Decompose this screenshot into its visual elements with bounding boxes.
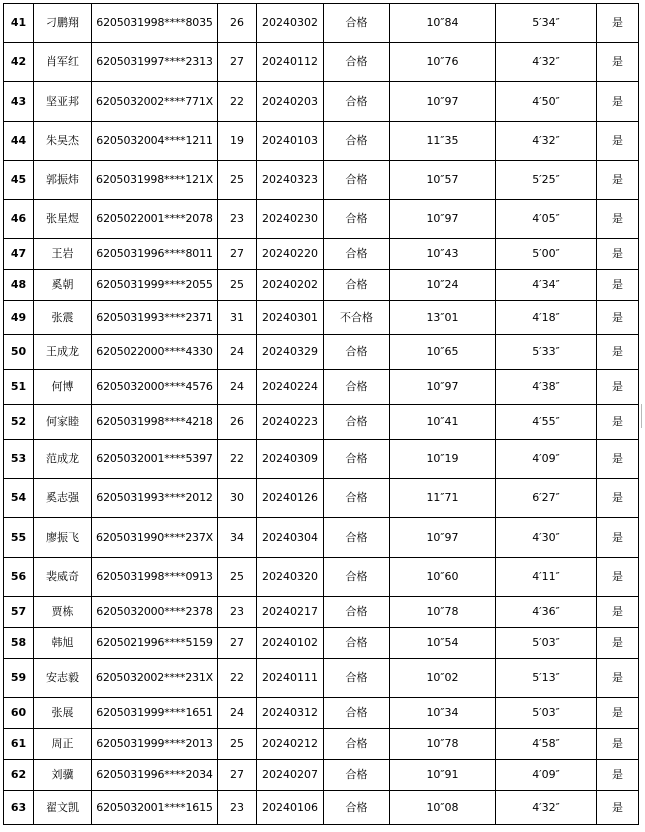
sprint-time-cell: 10″41 <box>390 405 496 440</box>
result-cell: 合格 <box>324 270 390 301</box>
table-row <box>4 405 639 440</box>
qualified-flag-cell: 是 <box>597 335 639 370</box>
row-number-cell: 49 <box>4 301 34 335</box>
person-name-cell: 贾栋 <box>34 597 92 628</box>
id-number-cell: 6205032000****4576 <box>92 370 218 405</box>
age-cell: 23 <box>218 597 257 628</box>
person-name-cell: 奚志强 <box>34 479 92 518</box>
id-number-cell: 6205031999****1651 <box>92 698 218 729</box>
table-row <box>4 200 639 239</box>
distance-time-cell: 4′34″ <box>496 270 597 301</box>
distance-time-cell: 5′03″ <box>496 698 597 729</box>
distance-time-cell: 5′13″ <box>496 659 597 698</box>
age-cell: 25 <box>218 558 257 597</box>
distance-time-cell: 4′11″ <box>496 558 597 597</box>
qualified-flag-cell: 是 <box>597 479 639 518</box>
test-date-cell: 20240224 <box>257 370 324 405</box>
row-number-cell: 47 <box>4 239 34 270</box>
row-number-cell: 63 <box>4 791 34 825</box>
age-cell: 22 <box>218 82 257 122</box>
result-cell: 合格 <box>324 729 390 760</box>
table-row <box>4 440 639 479</box>
test-date-cell: 20240312 <box>257 698 324 729</box>
person-name-cell: 韩旭 <box>34 628 92 659</box>
id-number-cell: 6205032002****771X <box>92 82 218 122</box>
scroll-edge-marker <box>641 404 645 428</box>
sprint-time-cell: 10″78 <box>390 597 496 628</box>
table-row <box>4 335 639 370</box>
qualified-flag-cell: 是 <box>597 239 639 270</box>
table-row <box>4 760 639 791</box>
row-number-cell: 55 <box>4 518 34 558</box>
qualified-flag-cell: 是 <box>597 698 639 729</box>
row-number-cell: 45 <box>4 161 34 200</box>
row-number-cell: 54 <box>4 479 34 518</box>
row-number-cell: 62 <box>4 760 34 791</box>
distance-time-cell: 4′09″ <box>496 760 597 791</box>
table-row <box>4 122 639 161</box>
sprint-time-cell: 10″97 <box>390 518 496 558</box>
id-number-cell: 6205022001****2078 <box>92 200 218 239</box>
result-cell: 合格 <box>324 200 390 239</box>
sprint-time-cell: 10″57 <box>390 161 496 200</box>
table-row <box>4 558 639 597</box>
table-row <box>4 4 639 43</box>
age-cell: 31 <box>218 301 257 335</box>
age-cell: 19 <box>218 122 257 161</box>
person-name-cell: 王成龙 <box>34 335 92 370</box>
sprint-time-cell: 10″97 <box>390 82 496 122</box>
row-number-cell: 48 <box>4 270 34 301</box>
result-cell: 合格 <box>324 628 390 659</box>
person-name-cell: 朱昊杰 <box>34 122 92 161</box>
age-cell: 25 <box>218 729 257 760</box>
distance-time-cell: 4′05″ <box>496 200 597 239</box>
person-name-cell: 范成龙 <box>34 440 92 479</box>
distance-time-cell: 4′58″ <box>496 729 597 760</box>
age-cell: 22 <box>218 440 257 479</box>
person-name-cell: 王岩 <box>34 239 92 270</box>
id-number-cell: 6205031996****2034 <box>92 760 218 791</box>
person-name-cell: 刁鹏翔 <box>34 4 92 43</box>
id-number-cell: 6205031998****8035 <box>92 4 218 43</box>
person-name-cell: 翟文凯 <box>34 791 92 825</box>
sprint-time-cell: 10″43 <box>390 239 496 270</box>
result-cell: 合格 <box>324 760 390 791</box>
person-name-cell: 肖军红 <box>34 43 92 82</box>
table-row <box>4 698 639 729</box>
test-date-cell: 20240111 <box>257 659 324 698</box>
qualified-flag-cell: 是 <box>597 628 639 659</box>
result-cell: 合格 <box>324 370 390 405</box>
table-row <box>4 43 639 82</box>
sprint-time-cell: 10″24 <box>390 270 496 301</box>
distance-time-cell: 5′03″ <box>496 628 597 659</box>
test-date-cell: 20240207 <box>257 760 324 791</box>
row-number-cell: 50 <box>4 335 34 370</box>
age-cell: 30 <box>218 479 257 518</box>
row-number-cell: 51 <box>4 370 34 405</box>
result-cell: 合格 <box>324 479 390 518</box>
qualified-flag-cell: 是 <box>597 270 639 301</box>
row-number-cell: 52 <box>4 405 34 440</box>
person-name-cell: 张展 <box>34 698 92 729</box>
row-number-cell: 46 <box>4 200 34 239</box>
row-number-cell: 43 <box>4 82 34 122</box>
distance-time-cell: 4′09″ <box>496 440 597 479</box>
row-number-cell: 60 <box>4 698 34 729</box>
row-number-cell: 57 <box>4 597 34 628</box>
age-cell: 27 <box>218 628 257 659</box>
table-row <box>4 518 639 558</box>
sprint-time-cell: 11″71 <box>390 479 496 518</box>
result-cell: 合格 <box>324 791 390 825</box>
sprint-time-cell: 10″34 <box>390 698 496 729</box>
qualified-flag-cell: 是 <box>597 370 639 405</box>
qualified-flag-cell: 是 <box>597 405 639 440</box>
distance-time-cell: 4′55″ <box>496 405 597 440</box>
age-cell: 23 <box>218 791 257 825</box>
distance-time-cell: 4′36″ <box>496 597 597 628</box>
id-number-cell: 6205021996****5159 <box>92 628 218 659</box>
age-cell: 22 <box>218 659 257 698</box>
result-cell: 合格 <box>324 698 390 729</box>
test-date-cell: 20240102 <box>257 628 324 659</box>
person-name-cell: 奚朝 <box>34 270 92 301</box>
age-cell: 27 <box>218 43 257 82</box>
table-row <box>4 161 639 200</box>
test-date-cell: 20240217 <box>257 597 324 628</box>
qualified-flag-cell: 是 <box>597 659 639 698</box>
row-number-cell: 59 <box>4 659 34 698</box>
qualified-flag-cell: 是 <box>597 518 639 558</box>
age-cell: 27 <box>218 760 257 791</box>
person-name-cell: 廖振飞 <box>34 518 92 558</box>
qualified-flag-cell: 是 <box>597 43 639 82</box>
sprint-time-cell: 10″97 <box>390 200 496 239</box>
qualified-flag-cell: 是 <box>597 558 639 597</box>
result-cell: 合格 <box>324 82 390 122</box>
id-number-cell: 6205032001****1615 <box>92 791 218 825</box>
age-cell: 25 <box>218 161 257 200</box>
id-number-cell: 6205032002****231X <box>92 659 218 698</box>
row-number-cell: 42 <box>4 43 34 82</box>
sprint-time-cell: 13″01 <box>390 301 496 335</box>
sprint-time-cell: 10″02 <box>390 659 496 698</box>
table-row <box>4 301 639 335</box>
result-cell: 合格 <box>324 239 390 270</box>
qualified-flag-cell: 是 <box>597 301 639 335</box>
id-number-cell: 6205031999****2013 <box>92 729 218 760</box>
age-cell: 23 <box>218 200 257 239</box>
test-date-cell: 20240202 <box>257 270 324 301</box>
qualified-flag-cell: 是 <box>597 760 639 791</box>
person-name-cell: 何家睦 <box>34 405 92 440</box>
distance-time-cell: 4′18″ <box>496 301 597 335</box>
table-row <box>4 479 639 518</box>
person-name-cell: 郭振炜 <box>34 161 92 200</box>
row-number-cell: 61 <box>4 729 34 760</box>
sprint-time-cell: 10″08 <box>390 791 496 825</box>
result-cell: 合格 <box>324 558 390 597</box>
table-row <box>4 791 639 825</box>
qualified-flag-cell: 是 <box>597 729 639 760</box>
age-cell: 26 <box>218 4 257 43</box>
distance-time-cell: 4′38″ <box>496 370 597 405</box>
sprint-time-cell: 10″76 <box>390 43 496 82</box>
row-number-cell: 41 <box>4 4 34 43</box>
table-row <box>4 597 639 628</box>
distance-time-cell: 6′27″ <box>496 479 597 518</box>
distance-time-cell: 4′32″ <box>496 43 597 82</box>
roster-table <box>3 3 639 825</box>
person-name-cell: 裴威奇 <box>34 558 92 597</box>
test-date-cell: 20240329 <box>257 335 324 370</box>
distance-time-cell: 4′32″ <box>496 122 597 161</box>
qualified-flag-cell: 是 <box>597 200 639 239</box>
qualified-flag-cell: 是 <box>597 122 639 161</box>
result-cell: 合格 <box>324 659 390 698</box>
distance-time-cell: 5′00″ <box>496 239 597 270</box>
test-date-cell: 20240301 <box>257 301 324 335</box>
person-name-cell: 安志毅 <box>34 659 92 698</box>
sprint-time-cell: 10″19 <box>390 440 496 479</box>
distance-time-cell: 4′32″ <box>496 791 597 825</box>
age-cell: 26 <box>218 405 257 440</box>
test-date-cell: 20240126 <box>257 479 324 518</box>
result-cell: 合格 <box>324 161 390 200</box>
person-name-cell: 周正 <box>34 729 92 760</box>
distance-time-cell: 5′33″ <box>496 335 597 370</box>
person-name-cell: 刘骥 <box>34 760 92 791</box>
sprint-time-cell: 10″65 <box>390 335 496 370</box>
age-cell: 24 <box>218 370 257 405</box>
row-number-cell: 58 <box>4 628 34 659</box>
sprint-time-cell: 11″35 <box>390 122 496 161</box>
id-number-cell: 6205031996****8011 <box>92 239 218 270</box>
table-row <box>4 82 639 122</box>
qualified-flag-cell: 是 <box>597 440 639 479</box>
table-row <box>4 239 639 270</box>
qualified-flag-cell: 是 <box>597 791 639 825</box>
table-row <box>4 729 639 760</box>
age-cell: 25 <box>218 270 257 301</box>
distance-time-cell: 5′25″ <box>496 161 597 200</box>
result-cell: 合格 <box>324 597 390 628</box>
id-number-cell: 6205031999****2055 <box>92 270 218 301</box>
test-date-cell: 20240304 <box>257 518 324 558</box>
sprint-time-cell: 10″84 <box>390 4 496 43</box>
distance-time-cell: 4′30″ <box>496 518 597 558</box>
distance-time-cell: 5′34″ <box>496 4 597 43</box>
roster-body <box>4 4 639 825</box>
id-number-cell: 6205031998****4218 <box>92 405 218 440</box>
person-name-cell: 张星煜 <box>34 200 92 239</box>
sprint-time-cell: 10″97 <box>390 370 496 405</box>
row-number-cell: 56 <box>4 558 34 597</box>
row-number-cell: 53 <box>4 440 34 479</box>
result-cell: 不合格 <box>324 301 390 335</box>
table-row <box>4 270 639 301</box>
age-cell: 34 <box>218 518 257 558</box>
result-cell: 合格 <box>324 335 390 370</box>
test-date-cell: 20240309 <box>257 440 324 479</box>
sprint-time-cell: 10″78 <box>390 729 496 760</box>
id-number-cell: 6205032001****5397 <box>92 440 218 479</box>
result-cell: 合格 <box>324 122 390 161</box>
id-number-cell: 6205031998****0913 <box>92 558 218 597</box>
person-name-cell: 坚亚邦 <box>34 82 92 122</box>
qualified-flag-cell: 是 <box>597 161 639 200</box>
id-number-cell: 6205032004****1211 <box>92 122 218 161</box>
result-cell: 合格 <box>324 440 390 479</box>
test-date-cell: 20240203 <box>257 82 324 122</box>
test-date-cell: 20240112 <box>257 43 324 82</box>
row-number-cell: 44 <box>4 122 34 161</box>
table-row <box>4 370 639 405</box>
id-number-cell: 6205031993****2012 <box>92 479 218 518</box>
test-date-cell: 20240323 <box>257 161 324 200</box>
age-cell: 24 <box>218 335 257 370</box>
age-cell: 27 <box>218 239 257 270</box>
sprint-time-cell: 10″60 <box>390 558 496 597</box>
result-cell: 合格 <box>324 518 390 558</box>
id-number-cell: 6205031998****121X <box>92 161 218 200</box>
test-date-cell: 20240302 <box>257 4 324 43</box>
sprint-time-cell: 10″91 <box>390 760 496 791</box>
test-date-cell: 20240103 <box>257 122 324 161</box>
person-name-cell: 何博 <box>34 370 92 405</box>
qualified-flag-cell: 是 <box>597 597 639 628</box>
age-cell: 24 <box>218 698 257 729</box>
sprint-time-cell: 10″54 <box>390 628 496 659</box>
test-date-cell: 20240230 <box>257 200 324 239</box>
table-row <box>4 628 639 659</box>
person-name-cell: 张震 <box>34 301 92 335</box>
result-cell: 合格 <box>324 405 390 440</box>
qualified-flag-cell: 是 <box>597 82 639 122</box>
id-number-cell: 6205022000****4330 <box>92 335 218 370</box>
table-row <box>4 659 639 698</box>
result-cell: 合格 <box>324 4 390 43</box>
result-cell: 合格 <box>324 43 390 82</box>
id-number-cell: 6205031993****2371 <box>92 301 218 335</box>
test-date-cell: 20240220 <box>257 239 324 270</box>
test-date-cell: 20240106 <box>257 791 324 825</box>
id-number-cell: 6205031990****237X <box>92 518 218 558</box>
test-date-cell: 20240212 <box>257 729 324 760</box>
id-number-cell: 6205031997****2313 <box>92 43 218 82</box>
distance-time-cell: 4′50″ <box>496 82 597 122</box>
id-number-cell: 6205032000****2378 <box>92 597 218 628</box>
test-date-cell: 20240223 <box>257 405 324 440</box>
qualified-flag-cell: 是 <box>597 4 639 43</box>
test-date-cell: 20240320 <box>257 558 324 597</box>
